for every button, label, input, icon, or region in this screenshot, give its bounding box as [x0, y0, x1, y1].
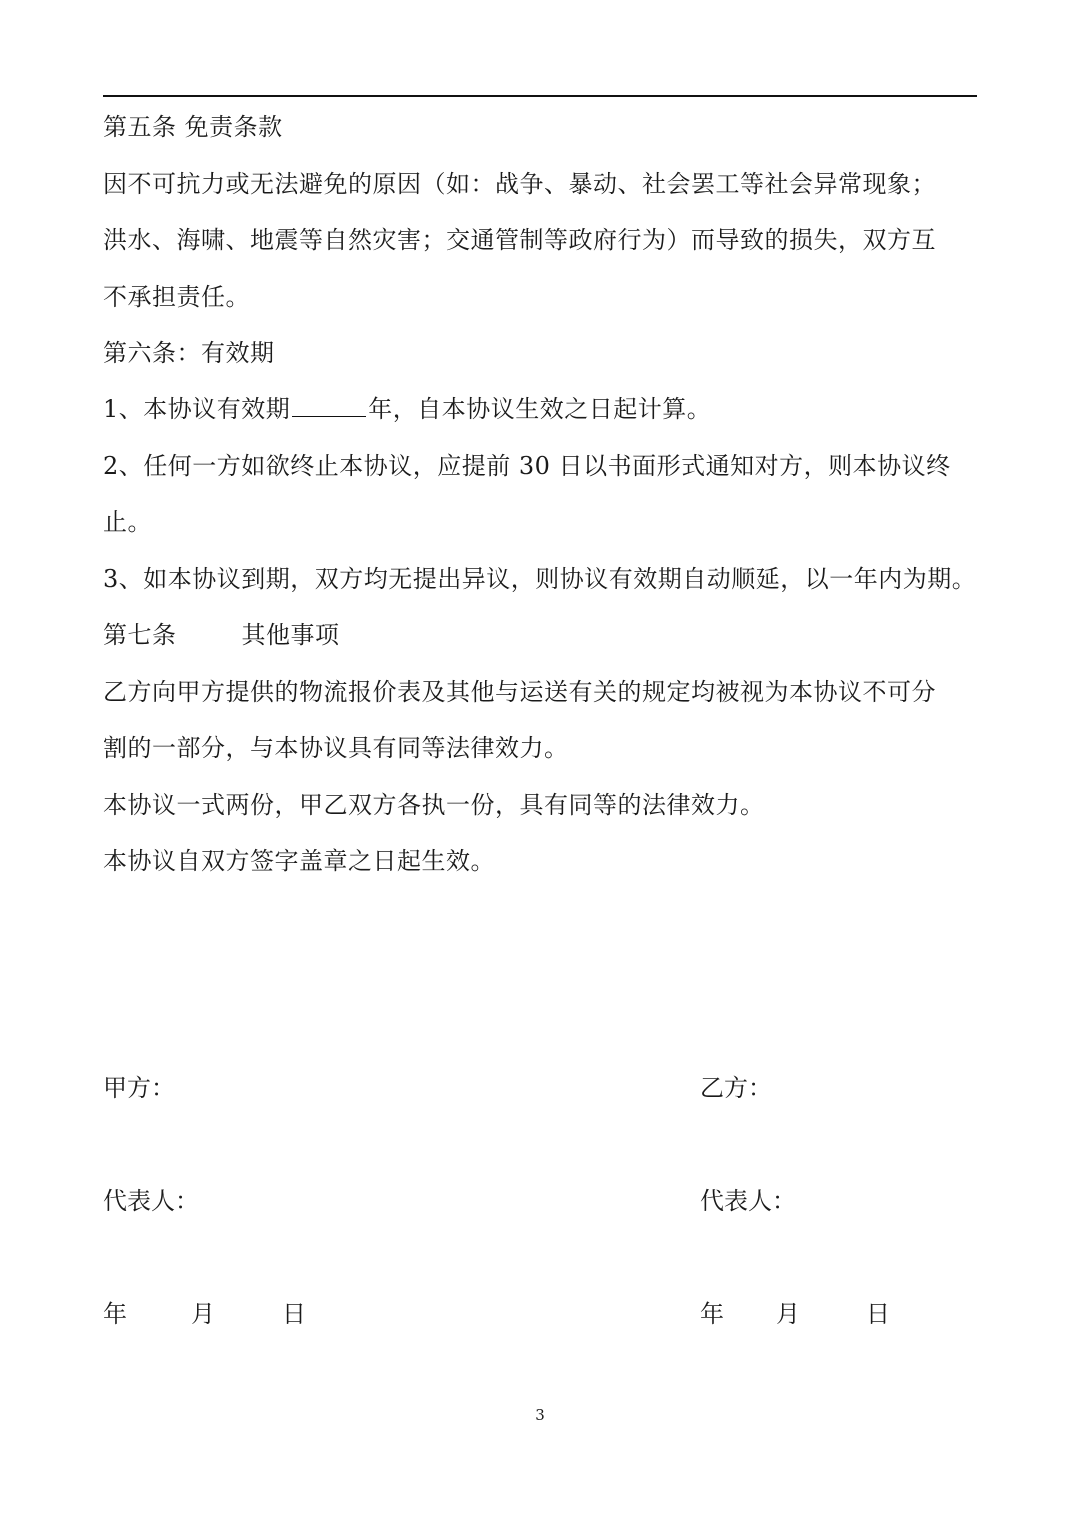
- article7-line-1: 乙方向甲方提供的物流报价表及其他与运送有关的规定均被视为本协议不可分: [103, 678, 936, 706]
- party-a-date-year: 年: [103, 1300, 127, 1328]
- article7-line-2: 割的一部分，与本协议具有同等法律效力。: [103, 734, 569, 762]
- party-a-representative-label: 代表人：: [103, 1187, 199, 1215]
- party-a-date-day: 日: [282, 1300, 306, 1328]
- header-rule: [103, 95, 977, 97]
- article6-item1: [103, 394, 711, 424]
- article6-item1-prefix: 1、本协议有效期: [103, 395, 291, 423]
- article6-heading: 第六条：有效期: [103, 339, 275, 367]
- article7-copies: 本协议一式两份，甲乙双方各执一份，具有同等的法律效力。: [103, 791, 765, 819]
- article5-heading: 第五条 免责条款: [103, 113, 283, 141]
- party-b-date-day: 日: [866, 1300, 890, 1328]
- article6-item2-line-2: 止。: [103, 508, 152, 536]
- party-b-label: 乙方：: [700, 1074, 772, 1102]
- article6-item2-line-1: 2、任何一方如欲终止本协议，应提前 30 日以书面形式通知对方，则本协议终: [103, 452, 951, 480]
- validity-years-blank: [292, 394, 366, 417]
- article5-line-1: 因不可抗力或无法避免的原因（如：战争、暴动、社会罢工等社会异常现象；: [103, 170, 936, 198]
- article5-line-3: 不承担责任。: [103, 283, 250, 311]
- party-a-label: 甲方：: [103, 1074, 175, 1102]
- party-b-date-month: 月: [776, 1300, 800, 1328]
- article6-item3: 3、如本协议到期，双方均无提出异议，则协议有效期自动顺延，以一年内为期。: [103, 565, 977, 593]
- article5-line-2: 洪水、海啸、地震等自然灾害；交通管制等政府行为）而导致的损失，双方互: [103, 226, 936, 254]
- party-a-date-month: 月: [191, 1300, 215, 1328]
- page-number: 3: [535, 1406, 545, 1424]
- article7-effective: 本协议自双方签字盖章之日起生效。: [103, 847, 495, 875]
- party-b-date-year: 年: [700, 1300, 724, 1328]
- article6-item1-suffix: 年，自本协议生效之日起计算。: [368, 395, 712, 423]
- article7-heading: 第七条 其他事项: [103, 621, 340, 649]
- party-b-representative-label: 代表人：: [700, 1187, 796, 1215]
